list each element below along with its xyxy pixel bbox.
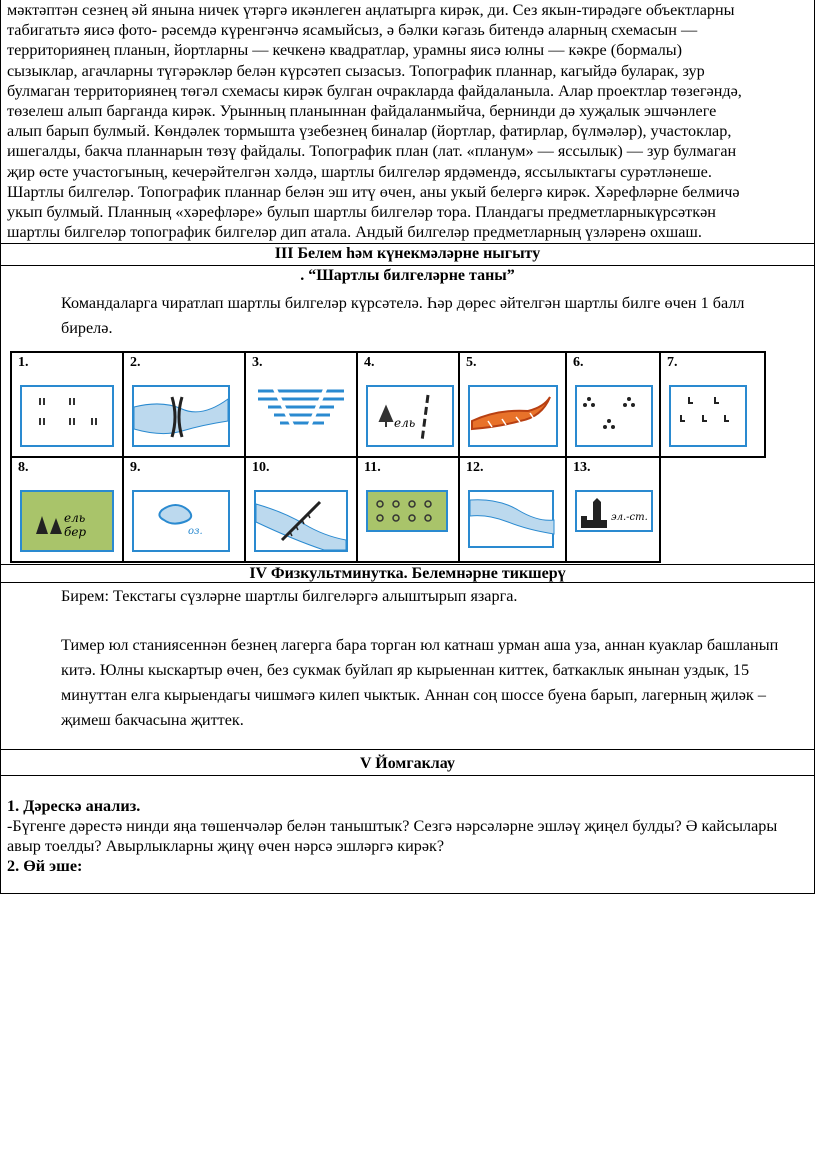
swamp-symbol-icon [254,385,350,447]
cell-number: 7. [667,355,678,370]
ford-symbol-icon [254,490,350,552]
symbols-grid [10,351,766,563]
symbol-cell-5 [459,352,566,457]
mixed-forest-symbol-icon [20,490,116,552]
section-5-heading: V Йомгаклау [0,750,815,776]
symbol-cell-13 [566,457,660,562]
cell-number: 5. [466,355,477,370]
symbol-cell-4 [357,352,459,457]
cell-number: 11. [364,460,381,475]
intro-line: территориянең планын, йортларны — кечкенә квадратлар, урамны яисә юлны — кәкре (бормалы) [7,41,683,60]
symbol-cell-7 [660,352,765,457]
intro-line: булмаган территориянең төгәл схемасы кирәк булган очракларда файдаланыла. Алар проектлар төзегәндә, [7,81,742,100]
symbol-cell-6 [566,352,660,457]
cell-number: 10. [252,460,270,475]
task-text: Бирем: Текстагы сүзләрне шартлы билгеләргә алыштырып язарга. [61,587,518,605]
intro-line: шартлы билгеләр топографик билгеләр дип атала. Андый билгеләр предметларның үзләренә охшаш. [7,223,702,242]
symbol-cell-11 [357,457,459,562]
symbol-8-label-2: бер [64,525,87,539]
cell-number: 1. [18,355,29,370]
symbol-8-label-1: ель [64,511,86,525]
homework-item: 2. Өй эше: [7,857,83,875]
intro-paragraph [0,0,815,244]
game-instructions: Командаларга чиратлап шартлы билгеләр күрсәтелә. Һәр дөрес әйтелгән шартлы билге өчен 1 балл бирелә. [61,294,745,337]
cell-number: 9. [130,460,141,475]
river-symbol-icon [468,490,560,552]
symbol-cell-9 [123,457,245,562]
meadow-symbol-icon [669,385,749,447]
symbol-9-label: оз. [188,526,203,537]
section-5 [0,776,815,894]
symbol-13-label: эл.-ст. [611,512,648,523]
cell-number: 12. [466,460,484,475]
section-3 [0,266,815,564]
section-4 [0,583,815,750]
power-station-symbol-icon [575,490,655,552]
intro-line: сызыклар, агачларны түгәрәкләр белән күрсәтеп сызасыз. Топографик планнар, кагыйдә буларак, зур [7,61,705,80]
ravine-symbol-icon [468,385,560,447]
symbol-cell-8 [11,457,123,562]
cell-number: 2. [130,355,141,370]
intro-line: укып булмый. Планның «хәрефләре» булып шартлы билгеләр тора. Пландагы предметларныкүрсәткән [7,203,716,222]
story-text: Тимер юл станиясеннән безнең лагерга бара торган юл катнаш урман аша уза, аннан куаклар башланып китә. Юлны кыскартыр өчен, без сукмак буйлап яр кырыеннан киттек, баткаклык янынан уздык, 15 минуттан елга кырыендагы чишмәгә килеп чыктык. Аннан соң шоссе буена барып, лагерның җиләк – җимеш бакчасына җиттек. [61,636,779,729]
bridge-symbol-icon [132,385,232,447]
intro-line: мәктәптән сезнең әй янына ничек үтәргә икәнлеген аңлатырга кирәк, ди. Сез якын-тирәдәге объектларны [7,1,735,19]
intro-line: табигатьтә яисә фото- рәсемдә күренгәнчә ясамыйсыз, ә бәлки кәгазь битендә аларның схемасын — [7,21,698,40]
shrubs-symbol-icon [575,385,655,447]
intro-line: төзелеш алып барганда кирәк. Урынның планыннан файдаланмыйча, бернинди дә хуҗалык эшчәнлеге [7,102,717,121]
cell-number: 8. [18,460,29,475]
intro-line: Шартлы билгеләр. Топографик планнар белән эш итү өчен, аны укый белергә кирәк. Хәрефләрне белмичә [7,182,740,201]
intro-line: алып барып булмый. Көндәлек тормышта үзебезнең биналар (йортлар, фатирлар, бүлмәләр), участоклар, [7,122,732,141]
lake-symbol-icon [132,490,232,552]
symbol-cell-2 [123,352,245,457]
symbol-cell-10 [245,457,357,562]
section-3-heading: III Белем һәм күнекмәләрне ныгыту [0,244,815,266]
cell-number: 13. [573,460,591,475]
section-4-heading: IV Физкультминутка. Белемнәрне тикшерү [0,564,815,583]
reflection-questions: -Бүгенге дәрестә нинди яңа төшенчәләр белән таныштык? Сезгә нәрсәләрне эшләү җиңел булды? Ә кайсылары авыр тоелды? Авырлыкларны җиңү өчен нәрсә эшләргә кирәк? [7,817,778,855]
game-title: . “Шартлы билгеләрне таны” [300,267,515,284]
symbol-cell-1 [11,352,123,457]
cell-number: 4. [364,355,375,370]
analysis-item: 1. Дәрескә анализ. [7,797,141,815]
buildings-symbol-icon [20,385,116,447]
intro-line: җир өсте участогының, кечерәйтелгән хәлдә, шартлы билгеләр ярдәмендә, яссылыктагы сурәтләнеше. [7,162,712,181]
empty-cell [660,457,765,562]
intro-line: ишегалды, бакча планнарын төзү файдалы. Топографик план (лат. «планум» — яссылык) — зур булмаган [7,142,737,161]
symbol-cell-3 [245,352,357,457]
cell-number: 6. [573,355,584,370]
orchard-symbol-icon [366,490,456,552]
cell-number: 3. [252,355,263,370]
symbol-4-label: ель [394,416,416,430]
spruce-forest-symbol-icon [366,385,456,447]
symbol-cell-12 [459,457,566,562]
